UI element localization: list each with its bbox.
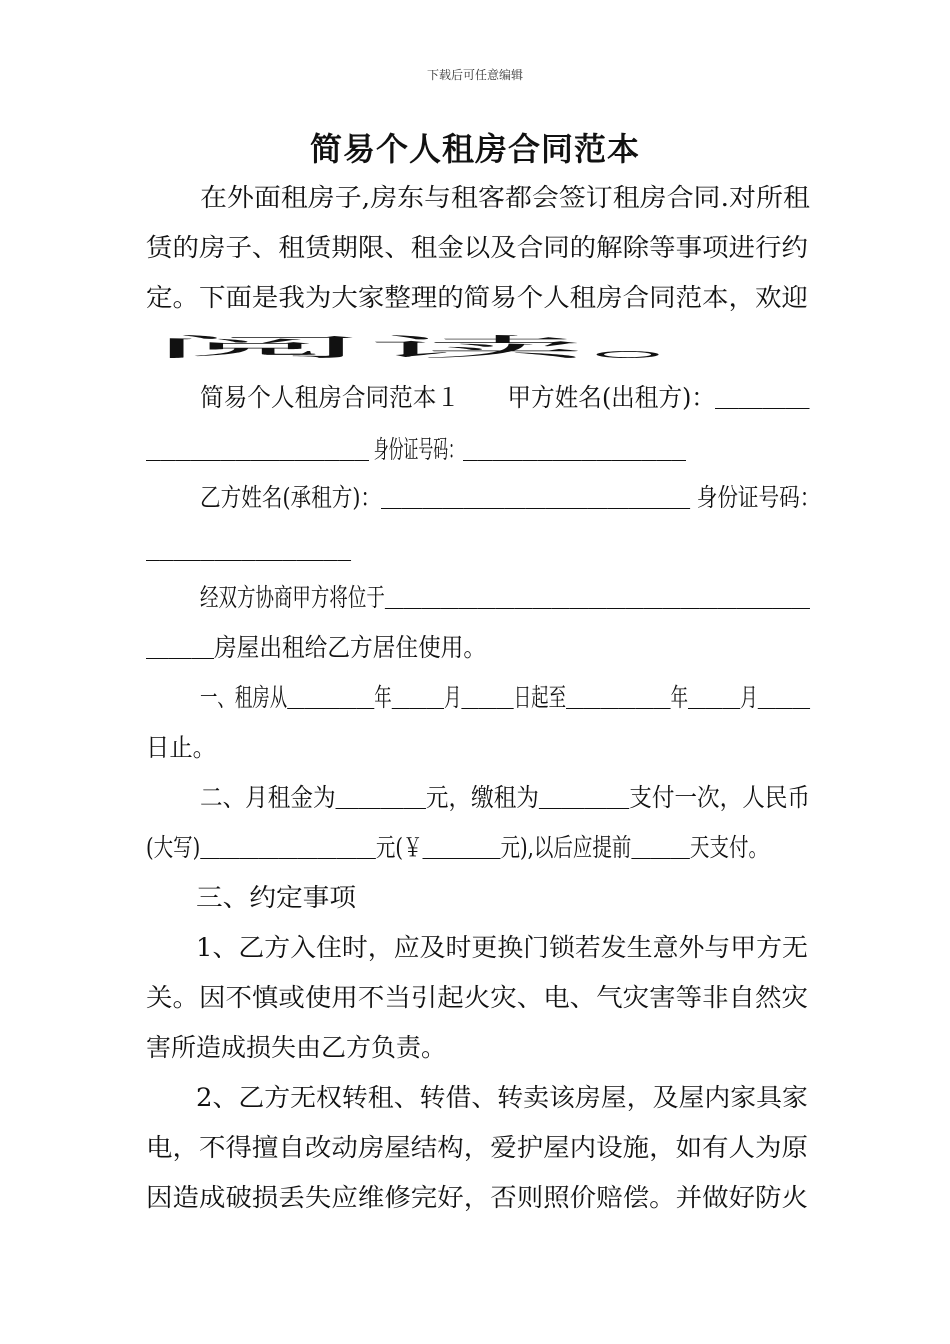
body-line: ＿＿＿＿＿＿＿＿＿＿＿＿＿＿＿ 身份证号码：＿＿＿＿＿＿＿＿＿＿＿＿＿＿＿	[146, 435, 686, 464]
body-line: 因造成破损丢失应维修完好，否则照价赔偿。并做好防火	[146, 1183, 809, 1212]
section-heading: 三、约定事项	[196, 883, 357, 912]
body-line: 简易个人租房合同范本１ 甲方姓名(出租方)：＿＿＿＿	[200, 383, 810, 412]
body-line: 1、乙方入住时，应及时更换门锁若发生意外与甲方无	[196, 933, 808, 962]
header-note: 下载后可任意编辑	[426, 68, 523, 82]
body-line: ＿＿＿房屋出租给乙方居住使用。	[146, 633, 487, 662]
body-line: 日止。	[146, 733, 217, 762]
body-line: ＿＿＿＿＿＿＿＿＿＿＿＿＿＿＿	[146, 535, 352, 564]
body-line: 2、乙方无权转租、转借、转卖该房屋，及屋内家具家	[196, 1083, 808, 1112]
body-line: (大写)＿＿＿＿＿＿＿＿＿元(￥＿＿＿＿元),以后应提前＿＿＿天支付。	[146, 833, 768, 862]
body-line: 关。因不慎或使用不当引起火灾、电、气灾害等非自然灾	[146, 983, 809, 1012]
body-line: 赁的房子、租赁期限、租金以及合同的解除等事项进行约	[146, 233, 809, 262]
body-line: 阅读。	[146, 333, 809, 362]
body-line: 乙方姓名(承租方)：＿＿＿＿＿＿＿＿＿＿＿＿＿＿＿ 身份证号码：	[200, 483, 821, 512]
body-line: 经双方协商甲方将位于＿＿＿＿＿＿＿＿＿＿＿＿＿＿＿＿＿＿＿＿＿＿＿	[200, 583, 811, 612]
body-line: 电，不得擅自改动房屋结构，爱护屋内设施，如有人为原	[146, 1133, 809, 1162]
body-line: 二、月租金为＿＿＿＿元，缴租为＿＿＿＿支付一次，人民币	[200, 783, 811, 812]
body-line: 害所造成损失由乙方负责。	[146, 1033, 447, 1062]
body-line: 定。下面是我为大家整理的简易个人租房合同范本，欢迎	[146, 283, 809, 312]
page-title: 简易个人租房合同范本	[309, 130, 640, 168]
body-line: 一、租房从＿＿＿＿＿年＿＿＿月＿＿＿日起至＿＿＿＿＿＿年＿＿＿月＿＿＿	[200, 683, 811, 712]
body-line: 在外面租房子,房东与租客都会签订租房合同.对所租	[200, 183, 810, 212]
